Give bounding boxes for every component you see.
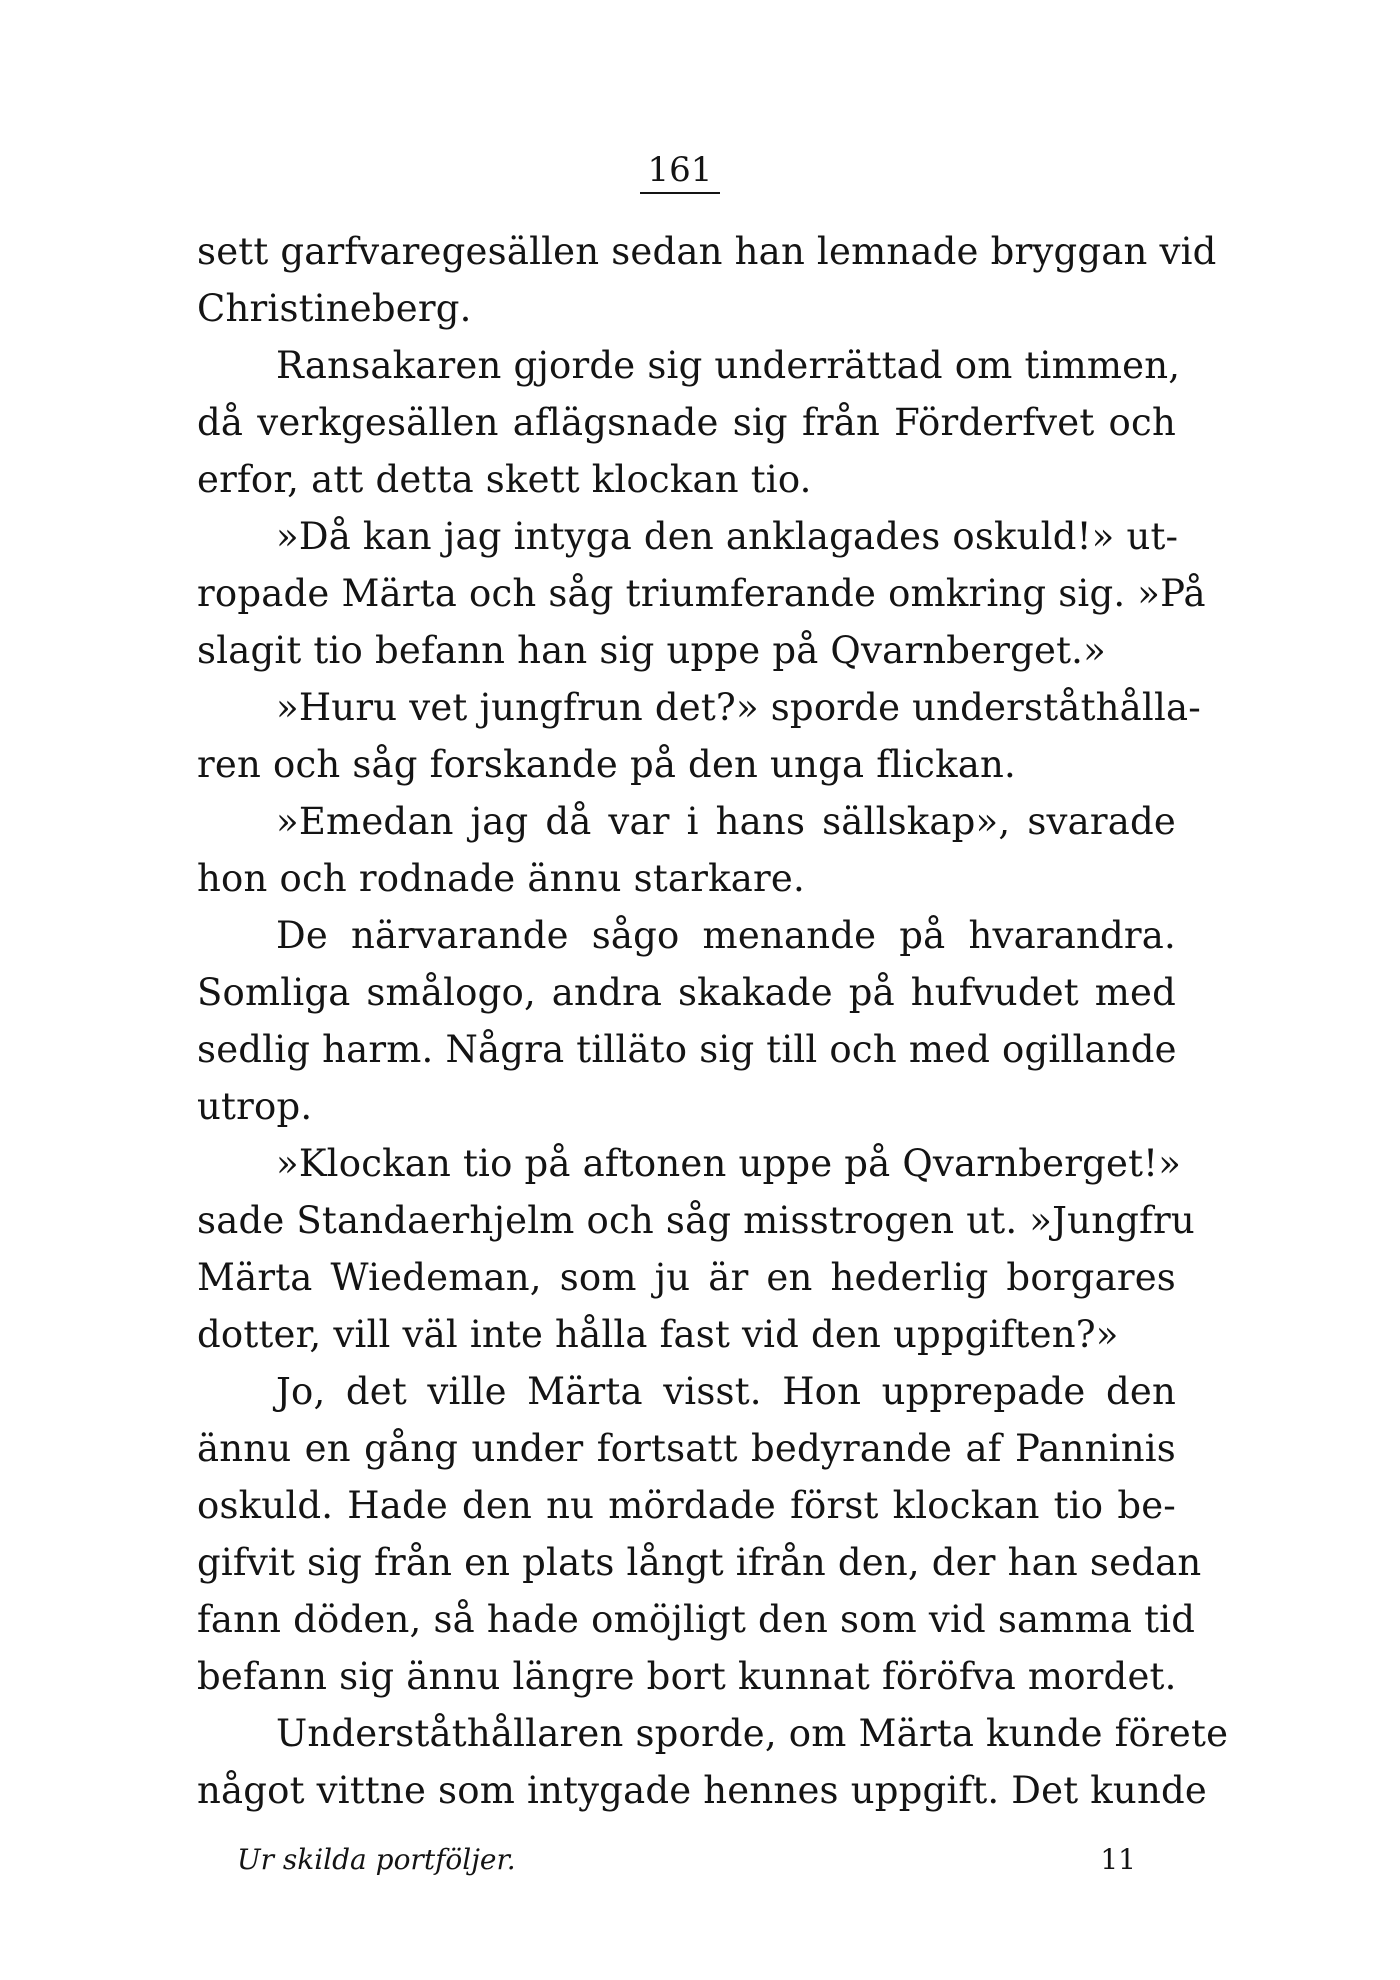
body-text	[197, 223, 1229, 1819]
text-line: sade Standaerhjelm och såg misstrogen ut. »Jungfru	[197, 1199, 1195, 1242]
text-line: slagit tio befann han sig uppe på Qvarnberget.»	[197, 629, 1106, 672]
text-line: oskuld. Hade den nu mördade först klockan tio be-	[197, 1484, 1176, 1527]
signature-mark: Ur skilda portföljer.	[237, 1843, 516, 1876]
text-line: ropade Märta och såg triumferande omkring sig. »På	[197, 572, 1206, 615]
text-line: ännu en gång under fortsatt bedyrande af Panninis	[197, 1427, 1176, 1470]
text-line: Underståthållaren sporde, om Märta kunde förete	[276, 1712, 1229, 1755]
text-line: »Huru vet jungfrun det?» sporde underståthålla-	[276, 686, 1201, 729]
text-line: sedlig harm. Några tilläto sig till och med ogillande	[197, 1028, 1177, 1071]
text-line: sett garfvaregesällen sedan han lemnade bryggan vid	[197, 230, 1217, 273]
text-line: fann döden, så hade omöjligt den som vid samma tid	[197, 1598, 1196, 1641]
text-line: Märta Wiedeman, som ju är en hederlig borgares	[197, 1256, 1176, 1299]
page-footer	[197, 1840, 1176, 1880]
text-line: då verkgesällen aflägsnade sig från Förderfvet och	[197, 401, 1176, 444]
text-line: Jo, det ville Märta visst. Hon upprepade den	[276, 1370, 1176, 1413]
text-line: gifvit sig från en plats långt ifrån den, der han sedan	[197, 1541, 1202, 1584]
page-number: 161	[0, 150, 1360, 194]
signature-number: 11	[1100, 1843, 1136, 1876]
text-line: erfor, att detta skett klockan tio.	[197, 458, 812, 501]
text-line: »Då kan jag intyga den anklagades oskuld!» ut-	[276, 515, 1179, 558]
text-line: Christineberg.	[197, 287, 472, 330]
text-line: ren och såg forskande på den unga flickan.	[197, 743, 1016, 786]
text-line: De närvarande sågo menande på hvarandra.	[276, 914, 1176, 957]
text-line: utrop.	[197, 1085, 313, 1128]
text-line: »Emedan jag då var i hans sällskap», svarade	[276, 800, 1176, 843]
text-line: befann sig ännu längre bort kunnat föröfva mordet.	[197, 1655, 1177, 1698]
text-line: hon och rodnade ännu starkare.	[197, 857, 805, 900]
text-line: Somliga smålogo, andra skakade på hufvudet med	[197, 971, 1176, 1014]
text-line: dotter, vill väl inte hålla fast vid den uppgiften?»	[197, 1313, 1119, 1356]
text-line: Ransakaren gjorde sig underrättad om timmen,	[276, 344, 1181, 387]
text-line: »Klockan tio på aftonen uppe på Qvarnberget!»	[276, 1142, 1182, 1185]
text-line: något vittne som intygade hennes uppgift. Det kunde	[197, 1769, 1207, 1812]
